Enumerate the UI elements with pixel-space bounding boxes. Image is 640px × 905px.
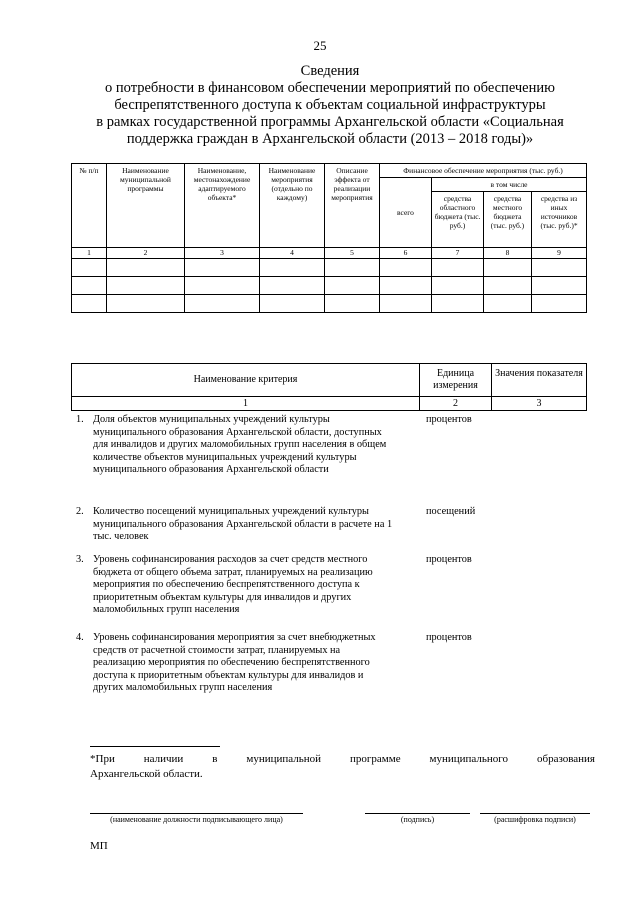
- criterion-text: Уровень софинансирования расходов за счет средств местного бюджета от общего объема затрат, планируемых на реализацию мероприятия по обеспечению беспрепятственного доступа к приоритетным объектам культуры для инвалидов и других маломобильных групп населения: [93, 554, 373, 616]
- header-total: всего: [380, 178, 432, 248]
- criterion-unit: посещений: [426, 506, 476, 517]
- criterion-number: 3.: [76, 554, 84, 565]
- criterion-unit: процентов: [426, 632, 472, 643]
- title-line: в рамках государственной программы Архангельской области «Социальная: [96, 114, 564, 130]
- header-effect: Описание эффекта от реализации мероприятия: [325, 164, 380, 248]
- col-number: 1: [72, 248, 107, 259]
- header-finance: Финансовое обеспечение мероприятия (тыс. руб.): [380, 164, 587, 178]
- col-number: 7: [432, 248, 484, 259]
- criteria-table: [71, 363, 587, 411]
- header-including: в том числе: [432, 178, 587, 192]
- header-num: № п/п: [72, 164, 107, 248]
- signature-decode-line: (расшифровка подписи): [480, 813, 590, 824]
- col-number: 8: [484, 248, 532, 259]
- header-criterion: Наименование критерия: [72, 364, 420, 397]
- col-number: 4: [260, 248, 325, 259]
- col-number: 9: [532, 248, 587, 259]
- financing-table: [71, 163, 587, 313]
- header-local: средства местного бюджета (тыс. руб.): [484, 192, 532, 248]
- header-object: Наименование, местонахождение адаптируемого объекта*: [185, 164, 260, 248]
- col-number: 3: [492, 397, 587, 411]
- criterion-number: 4.: [76, 632, 84, 643]
- header-measure: Наименование мероприятия (отдельно по каждому): [260, 164, 325, 248]
- col-number: 2: [420, 397, 492, 411]
- col-number: 6: [380, 248, 432, 259]
- title-line: о потребности в финансовом обеспечении мероприятий по обеспечению: [105, 80, 555, 96]
- table-row: [72, 259, 587, 277]
- document-title: [70, 63, 590, 148]
- col-number: 5: [325, 248, 380, 259]
- title-line: беспрепятственного доступа к объектам социальной инфраструктуры: [114, 97, 546, 113]
- criterion-unit: процентов: [426, 414, 472, 425]
- criterion-number: 2.: [76, 506, 84, 517]
- table-row: [72, 277, 587, 295]
- col-number: 3: [185, 248, 260, 259]
- title-line: поддержка граждан в Архангельской области (2013 – 2018 годы)»: [126, 131, 534, 147]
- footnote-line-1: *При наличии в муниципальной программе муниципального образования: [90, 753, 595, 765]
- criterion-number: 1.: [76, 414, 84, 425]
- criterion-text: Доля объектов муниципальных учреждений культуры муниципального образования Архангельской области, доступных для инвалидов и других маломобильных групп населения в общем количестве объектов муниципальных учреждений культуры муниципального образования Архангельской области: [93, 414, 387, 476]
- title-line: Сведения: [300, 63, 360, 79]
- table-row: [72, 295, 587, 313]
- header-unit: Единица измерения: [420, 364, 492, 397]
- header-other: средства из иных источников (тыс. руб.)*: [532, 192, 587, 248]
- stamp-place-label: МП: [90, 840, 108, 852]
- header-program: Наименование муниципальной программы: [107, 164, 185, 248]
- header-regional: средства областного бюджета (тыс. руб.): [432, 192, 484, 248]
- criterion-text: Уровень софинансирования мероприятия за счет внебюджетных средств от расчетной стоимости затрат, планируемых на реализацию мероприятия по обеспечению беспрепятственного доступа к приоритетным объектам культуры для инвалидов и других маломобильных групп населения: [93, 632, 376, 694]
- footnote-separator: [90, 746, 220, 747]
- page-number: 25: [313, 38, 327, 53]
- footnote-line-2: Архангельской области.: [90, 768, 203, 780]
- signature-line: (подпись): [365, 813, 470, 824]
- col-number: 2: [107, 248, 185, 259]
- position-signature-line: (наименование должности подписывающего лица): [90, 813, 303, 824]
- criterion-text: Количество посещений муниципальных учреждений культуры муниципального образования Архангельской области в расчете на 1 тыс. человек: [93, 506, 393, 543]
- criterion-unit: процентов: [426, 554, 472, 565]
- header-value: Значения показателя: [492, 364, 587, 397]
- col-number: 1: [72, 397, 420, 411]
